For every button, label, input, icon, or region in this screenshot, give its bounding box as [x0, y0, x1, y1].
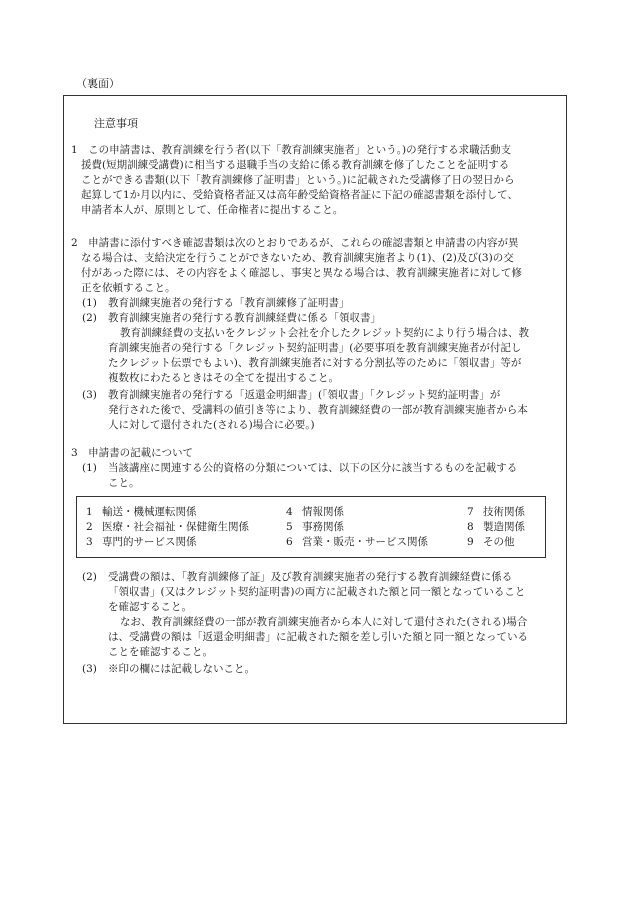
item-text: 当該講座に関連する公的資格の分類については、以下の区分に該当するものを記載する	[108, 462, 518, 474]
section-2-item-1	[82, 296, 556, 311]
section-2-line: 正を依頼すること。	[81, 282, 176, 294]
item-number: (2)	[82, 571, 97, 583]
category-item: 3 専門的サービス関係	[86, 536, 197, 548]
section-1-line: 起算して1か月以内に、受給資格者証又は高年齢受給資格者証に下記の確認書類を添付して、	[81, 189, 518, 201]
item-text: ※印の欄には記載しないこと。	[108, 663, 255, 675]
section-2-line: 付があった際には、その内容をよく確認し、事実と異なる場合は、教育訓練実施者に対して修	[81, 267, 522, 279]
item-text: 教育訓練実施者の発行する教育訓練経費に係る「領収書」	[108, 312, 381, 324]
section-1-line: 申請者本人が、原則として、任命権者に提出すること。	[81, 204, 344, 216]
item-note-line: ことを確認すること。	[108, 646, 213, 658]
category-item: 5 事務関係	[286, 521, 344, 533]
section-3-heading: 3 申請書の記載について	[71, 447, 193, 459]
section-1-line: 1 この申請書は、教育訓練を行う者(以下「教育訓練実施者」という。)の発行する求職活動支	[71, 144, 512, 156]
category-item: 4 情報関係	[286, 506, 344, 518]
item-text: 発行された後で、受講料の値引き等により、教育訓練経費の一部が教育訓練実施者から本	[108, 404, 528, 416]
section-2-item-2	[82, 311, 556, 386]
section-1	[71, 143, 557, 218]
section-1-line: 援費(短期訓練受講費)に相当する退職手当の支給に係る教育訓練を修了したことを証明する	[81, 159, 510, 171]
category-item: 7 技術関係	[467, 506, 525, 518]
section-2	[71, 236, 557, 296]
category-item: 8 製造関係	[467, 521, 525, 533]
item-note-line: は、受講費の額は「返還金明細書」に記載された額を差し引いた額と同一額となっている	[108, 631, 528, 643]
item-note-line: たクレジット伝票でもよい)、教育訓練実施者に対する分割払等のために「領収書」等が	[108, 357, 522, 369]
item-note-line: 複数枚にわたるときはその全てを提出すること。	[108, 372, 339, 384]
item-number: (3)	[82, 663, 97, 675]
category-item: 6 営業・販売・サービス関係	[286, 536, 428, 548]
page-side-label: （裏面）	[76, 77, 120, 90]
category-item: 9 その他	[467, 536, 515, 548]
item-number: (3)	[82, 389, 97, 401]
item-text: 教育訓練実施者の発行する「返還金明細書」(「領収書」「クレジット契約証明書」が	[108, 389, 501, 401]
item-text: 人に対して還付された(される)場合に必要。)	[108, 419, 315, 431]
section-3-item-2	[82, 570, 556, 660]
item-text: こと。	[108, 477, 140, 489]
item-number: (1)	[82, 297, 97, 309]
section-3-item-3	[82, 662, 556, 677]
category-item: 1 輸送・機械運転関係	[86, 506, 197, 518]
section-2-line: 2 申請書に添付すべき確認書類は次のとおりであるが、これらの確認書類と申請書の内容が異	[71, 237, 519, 249]
item-note-line: 育訓練実施者の発行する「クレジット契約証明書」(必要事項を教育訓練実施者が付記し	[108, 342, 522, 354]
item-number: (2)	[82, 312, 97, 324]
item-note-line: 教育訓練経費の支払いをクレジット会社を介したクレジット契約により行う場合は、教	[120, 327, 529, 339]
item-text: 教育訓練実施者の発行する「教育訓練修了証明書」	[108, 297, 350, 309]
section-2-item-3	[82, 388, 556, 433]
section-2-line: なる場合は、支給決定を行うことができないため、教育訓練実施者より(1)、(2)及び(3)の交	[81, 252, 514, 264]
notes-title: 注意事項	[94, 117, 138, 130]
item-note-line: なお、教育訓練経費の一部が教育訓練実施者から本人に対して還付された(される)場合	[120, 616, 528, 628]
category-item: 2 医療・社会福祉・保健衛生関係	[86, 521, 249, 533]
category-box	[76, 496, 546, 558]
item-number: (1)	[82, 462, 97, 474]
item-text: 「領収書」(又はクレジット契約証明書)の両方に記載された額と同一額となっていること	[108, 586, 526, 598]
section-3-item-1	[82, 461, 556, 491]
item-text: を確認すること。	[108, 601, 192, 613]
section-1-line: ことができる書類(以下「教育訓練修了証明書」という。)に記載された受講修了日の翌日から	[81, 174, 515, 186]
item-text: 受講費の額は、「教育訓練修了証」及び教育訓練実施者の発行する教育訓練経費に係る	[108, 571, 513, 583]
